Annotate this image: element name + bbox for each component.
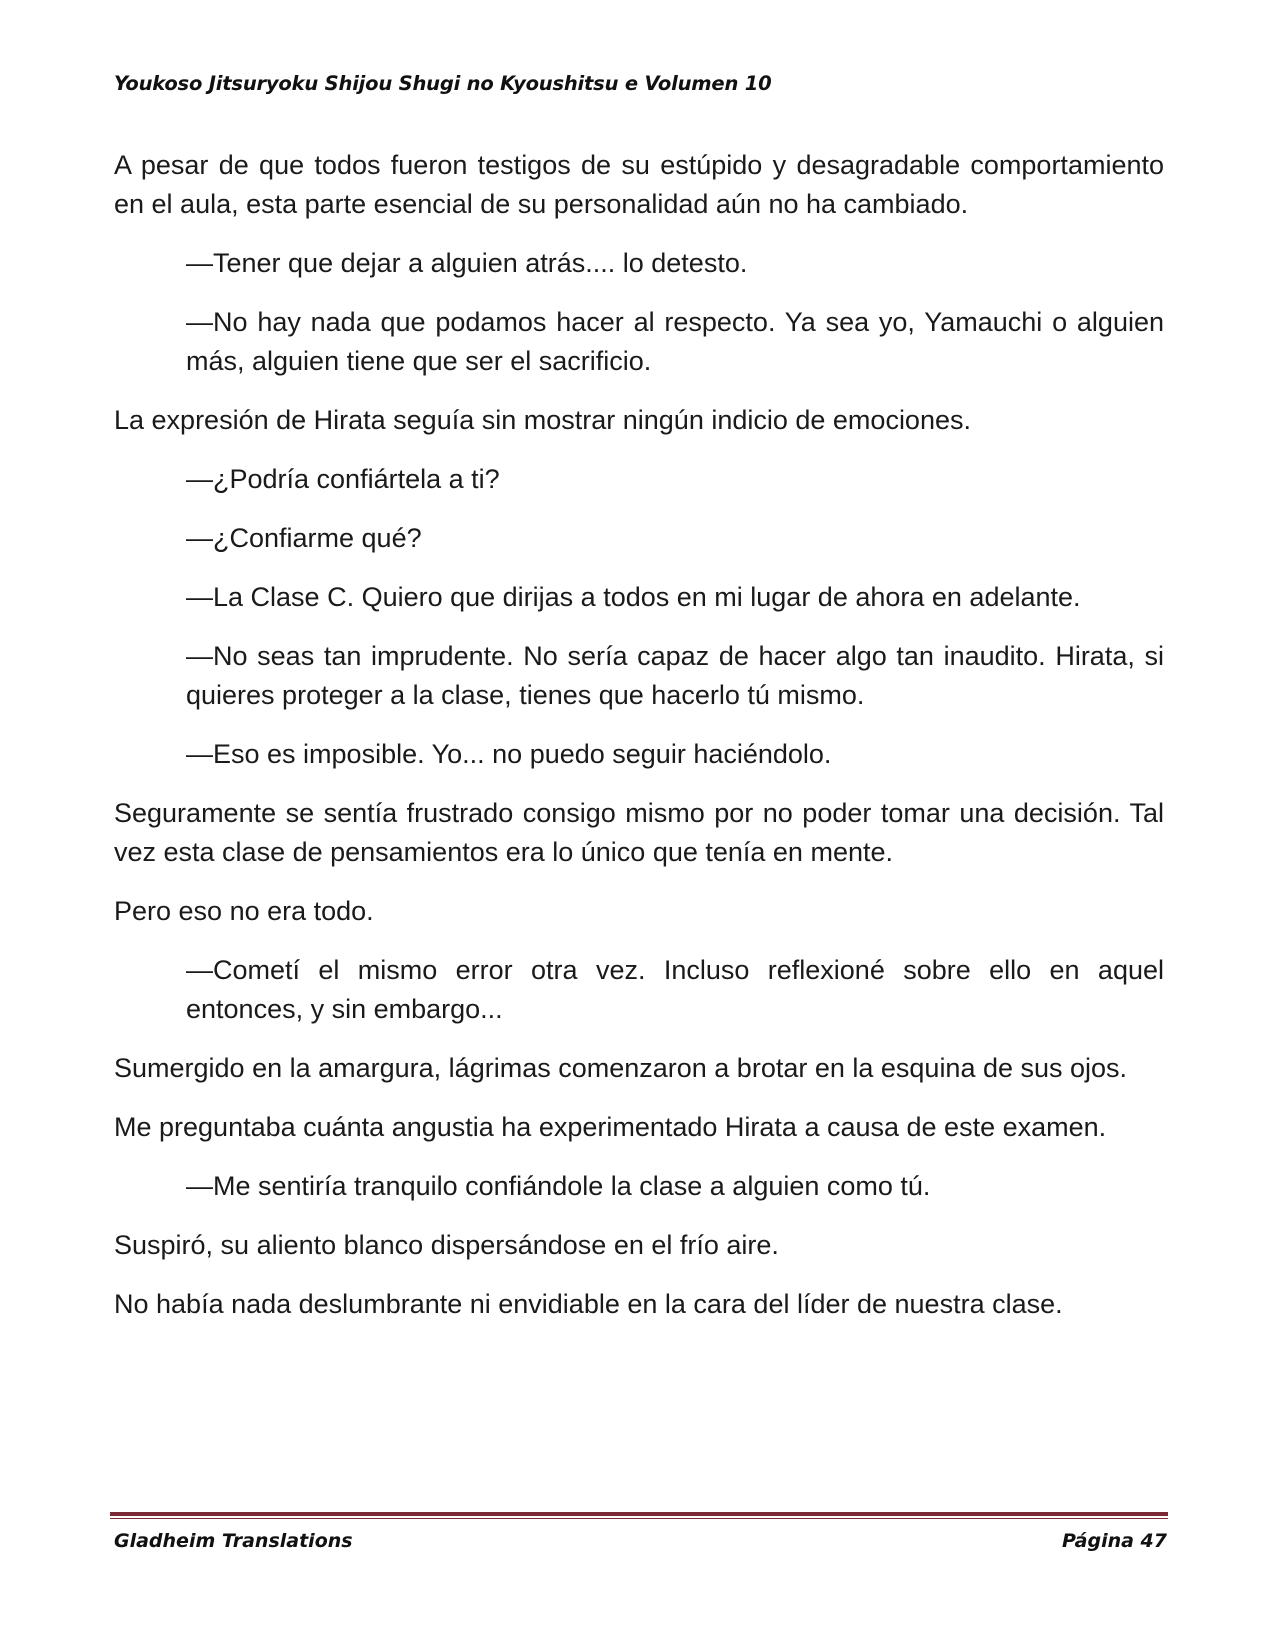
dialogue-line: —No seas tan imprudente. No sería capaz de hacer algo tan inaudito. Hirata, si quieres proteger a la clase, tienes que hacerlo tú mismo. — [186, 641, 1164, 710]
dialogue-line: —¿Podría confiártela a ti? — [186, 464, 500, 494]
page-number: Página 47 — [1061, 1530, 1167, 1552]
page-body — [114, 146, 1164, 1344]
narration-paragraph: Sumergido en la amargura, lágrimas comenzaron a brotar en la esquina de sus ojos. — [114, 1053, 1128, 1083]
dialogue-line: —Me sentiría tranquilo confiándole la clase a alguien como tú. — [186, 1171, 931, 1201]
dialogue-line: —Cometí el mismo error otra vez. Incluso reflexioné sobre ello en aquel entonces, y sin embargo... — [186, 955, 1164, 1024]
footer-credit: Gladheim Translations — [114, 1530, 353, 1552]
narration-paragraph: Pero eso no era todo. — [114, 896, 374, 926]
narration-paragraph: Seguramente se sentía frustrado consigo mismo por no poder tomar una decisión. Tal vez esta clase de pensamientos era lo único que tenía en mente. — [114, 798, 1164, 867]
dialogue-line: —La Clase C. Quiero que dirijas a todos en mi lugar de ahora en adelante. — [186, 582, 1081, 612]
narration-paragraph: La expresión de Hirata seguía sin mostrar ningún indicio de emociones. — [114, 405, 971, 435]
narration-paragraph: A pesar de que todos fueron testigos de su estúpido y desagradable comportamiento en el aula, esta parte esencial de su personalidad aún no ha cambiado. — [114, 150, 1164, 219]
dialogue-line: —Tener que dejar a alguien atrás.... lo detesto. — [186, 248, 748, 278]
dialogue-line: —No hay nada que podamos hacer al respecto. Ya sea yo, Yamauchi o alguien más, alguien tiene que ser el sacrificio. — [186, 307, 1164, 376]
dialogue-line: —¿Confiarme qué? — [186, 523, 422, 553]
page-header-title: Youkoso Jitsuryoku Shijou Shugi no Kyoushitsu e Volumen 10 — [114, 72, 772, 95]
footer-divider — [110, 1512, 1168, 1519]
dialogue-line: —Eso es imposible. Yo... no puedo seguir haciéndolo. — [186, 739, 832, 769]
narration-paragraph: Suspiró, su aliento blanco dispersándose en el frío aire. — [114, 1230, 779, 1260]
narration-paragraph: Me preguntaba cuánta angustia ha experimentado Hirata a causa de este examen. — [114, 1112, 1107, 1142]
narration-paragraph: No había nada deslumbrante ni envidiable en la cara del líder de nuestra clase. — [114, 1289, 1063, 1319]
